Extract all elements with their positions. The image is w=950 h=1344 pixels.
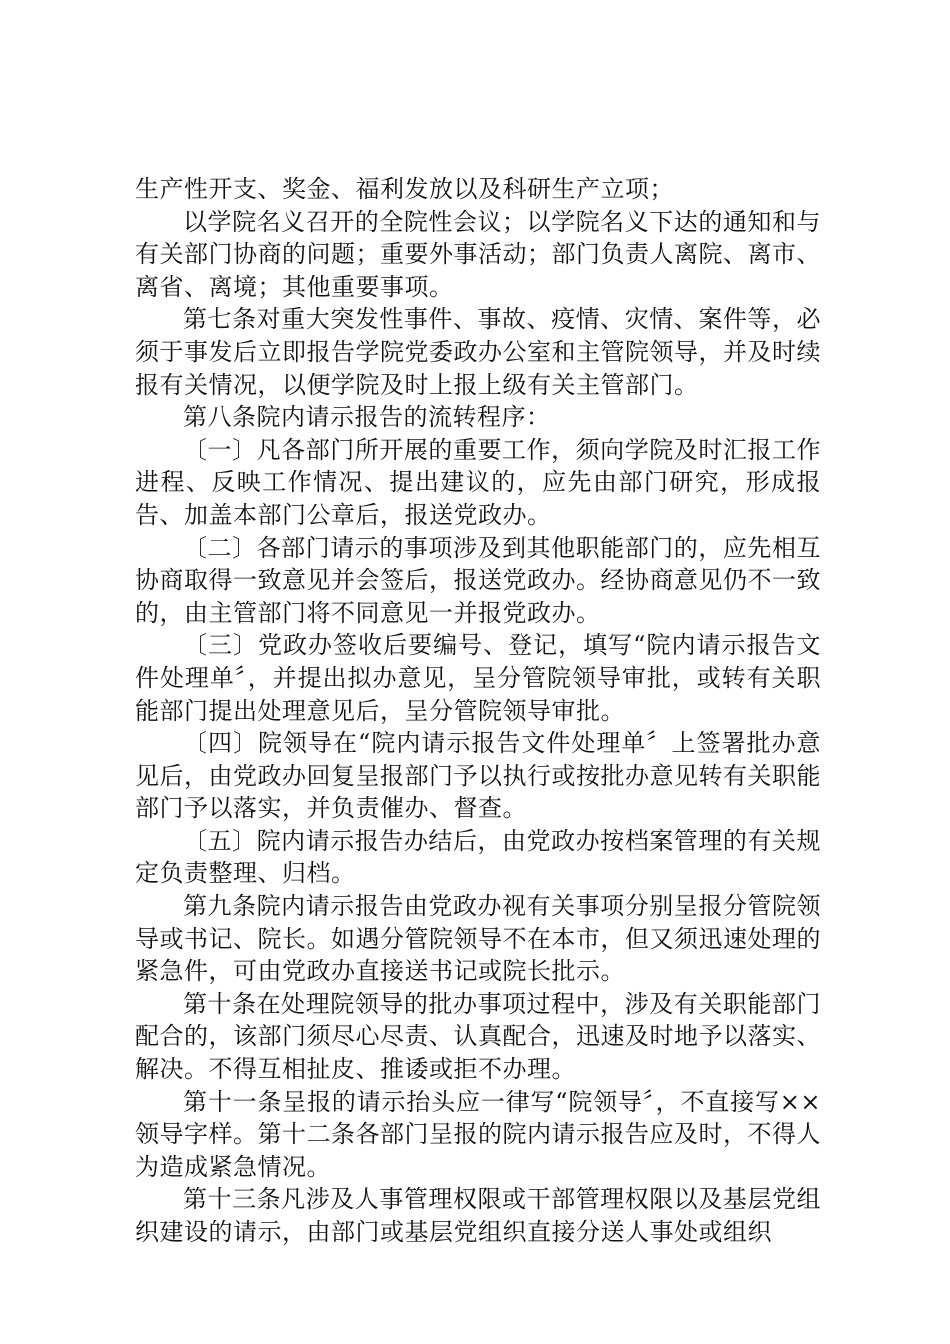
- paragraph-item-3: 〔三〕党政办签收后要编号、登记，填写“院内请示报告文件处理单〞，并提出拟办意见，呈分管院领导审批，或转有关职能部门提出处理意见后，呈分管院领导审批。: [135, 631, 821, 725]
- paragraph-item-4: 〔四〕院领导在“院内请示报告文件处理单〞上签署批办意见后，由党政办回复呈报部门予以执行或按批办意见转有关职能部门予以落实，并负责催办、督查。: [135, 729, 821, 823]
- paragraph-article-8: 第八条院内请示报告的流转程序：: [183, 403, 551, 432]
- paragraph-meeting-items: 以学院名义召开的全院性会议；以学院名义下达的通知和与有关部门协商的问题；重要外事活动；部门负责人离院、离市、离省、离境；其他重要事项。: [135, 207, 821, 301]
- paragraph-item-5: 〔五〕院内请示报告办结后，由党政办按档案管理的有关规定负责整理、归档。: [135, 826, 821, 888]
- paragraph-item-1: 〔一〕凡各部门所开展的重要工作，须向学院及时汇报工作进程、反映工作情况、提出建议的，应先由部门研究，形成报告、加盖本部门公章后，报送党政办。: [135, 435, 821, 529]
- paragraph-continuation: 生产性开支、奖金、福利发放以及科研生产立项；: [135, 175, 674, 203]
- paragraph-article-7: 第七条对重大突发性事件、事故、疫情、灾情、案件等，必须于事发后立即报告学院党委政办公室和主管院领导，并及时续报有关情况，以便学院及时上报上级有关主管部门。: [135, 305, 821, 399]
- paragraph-article-11-12: 第十一条呈报的请示抬头应一律写“院领导〞，不直接写××领导字样。第十二条各部门呈报的院内请示报告应及时，不得人为造成紧急情况。: [135, 1087, 821, 1181]
- paragraph-article-13: 第十三条凡涉及人事管理权限或干部管理权限以及基层党组织建设的请示，由部门或基层党组织直接分送人事处或组织: [135, 1185, 821, 1246]
- paragraph-item-2: 〔二〕各部门请示的事项涉及到其他职能部门的，应先相互协商取得一致意见并会签后，报送党政办。经协商意见仍不一致的，由主管部门将不同意见一并报党政办。: [135, 533, 821, 627]
- paragraph-article-10: 第十条在处理院领导的批办事项过程中，涉及有关职能部门配合的，该部门须尽心尽责、认真配合，迅速及时地予以落实、解决。不得互相扯皮、推诿或拒不办理。: [135, 989, 821, 1084]
- document-body: [135, 173, 821, 1249]
- paragraph-article-9: 第九条院内请示报告由党政办视有关事项分别呈报分管院领导或书记、院长。如遇分管院领导不在本市，但又须迅速处理的紧急件，可由党政办直接送书记或院长批示。: [135, 892, 821, 986]
